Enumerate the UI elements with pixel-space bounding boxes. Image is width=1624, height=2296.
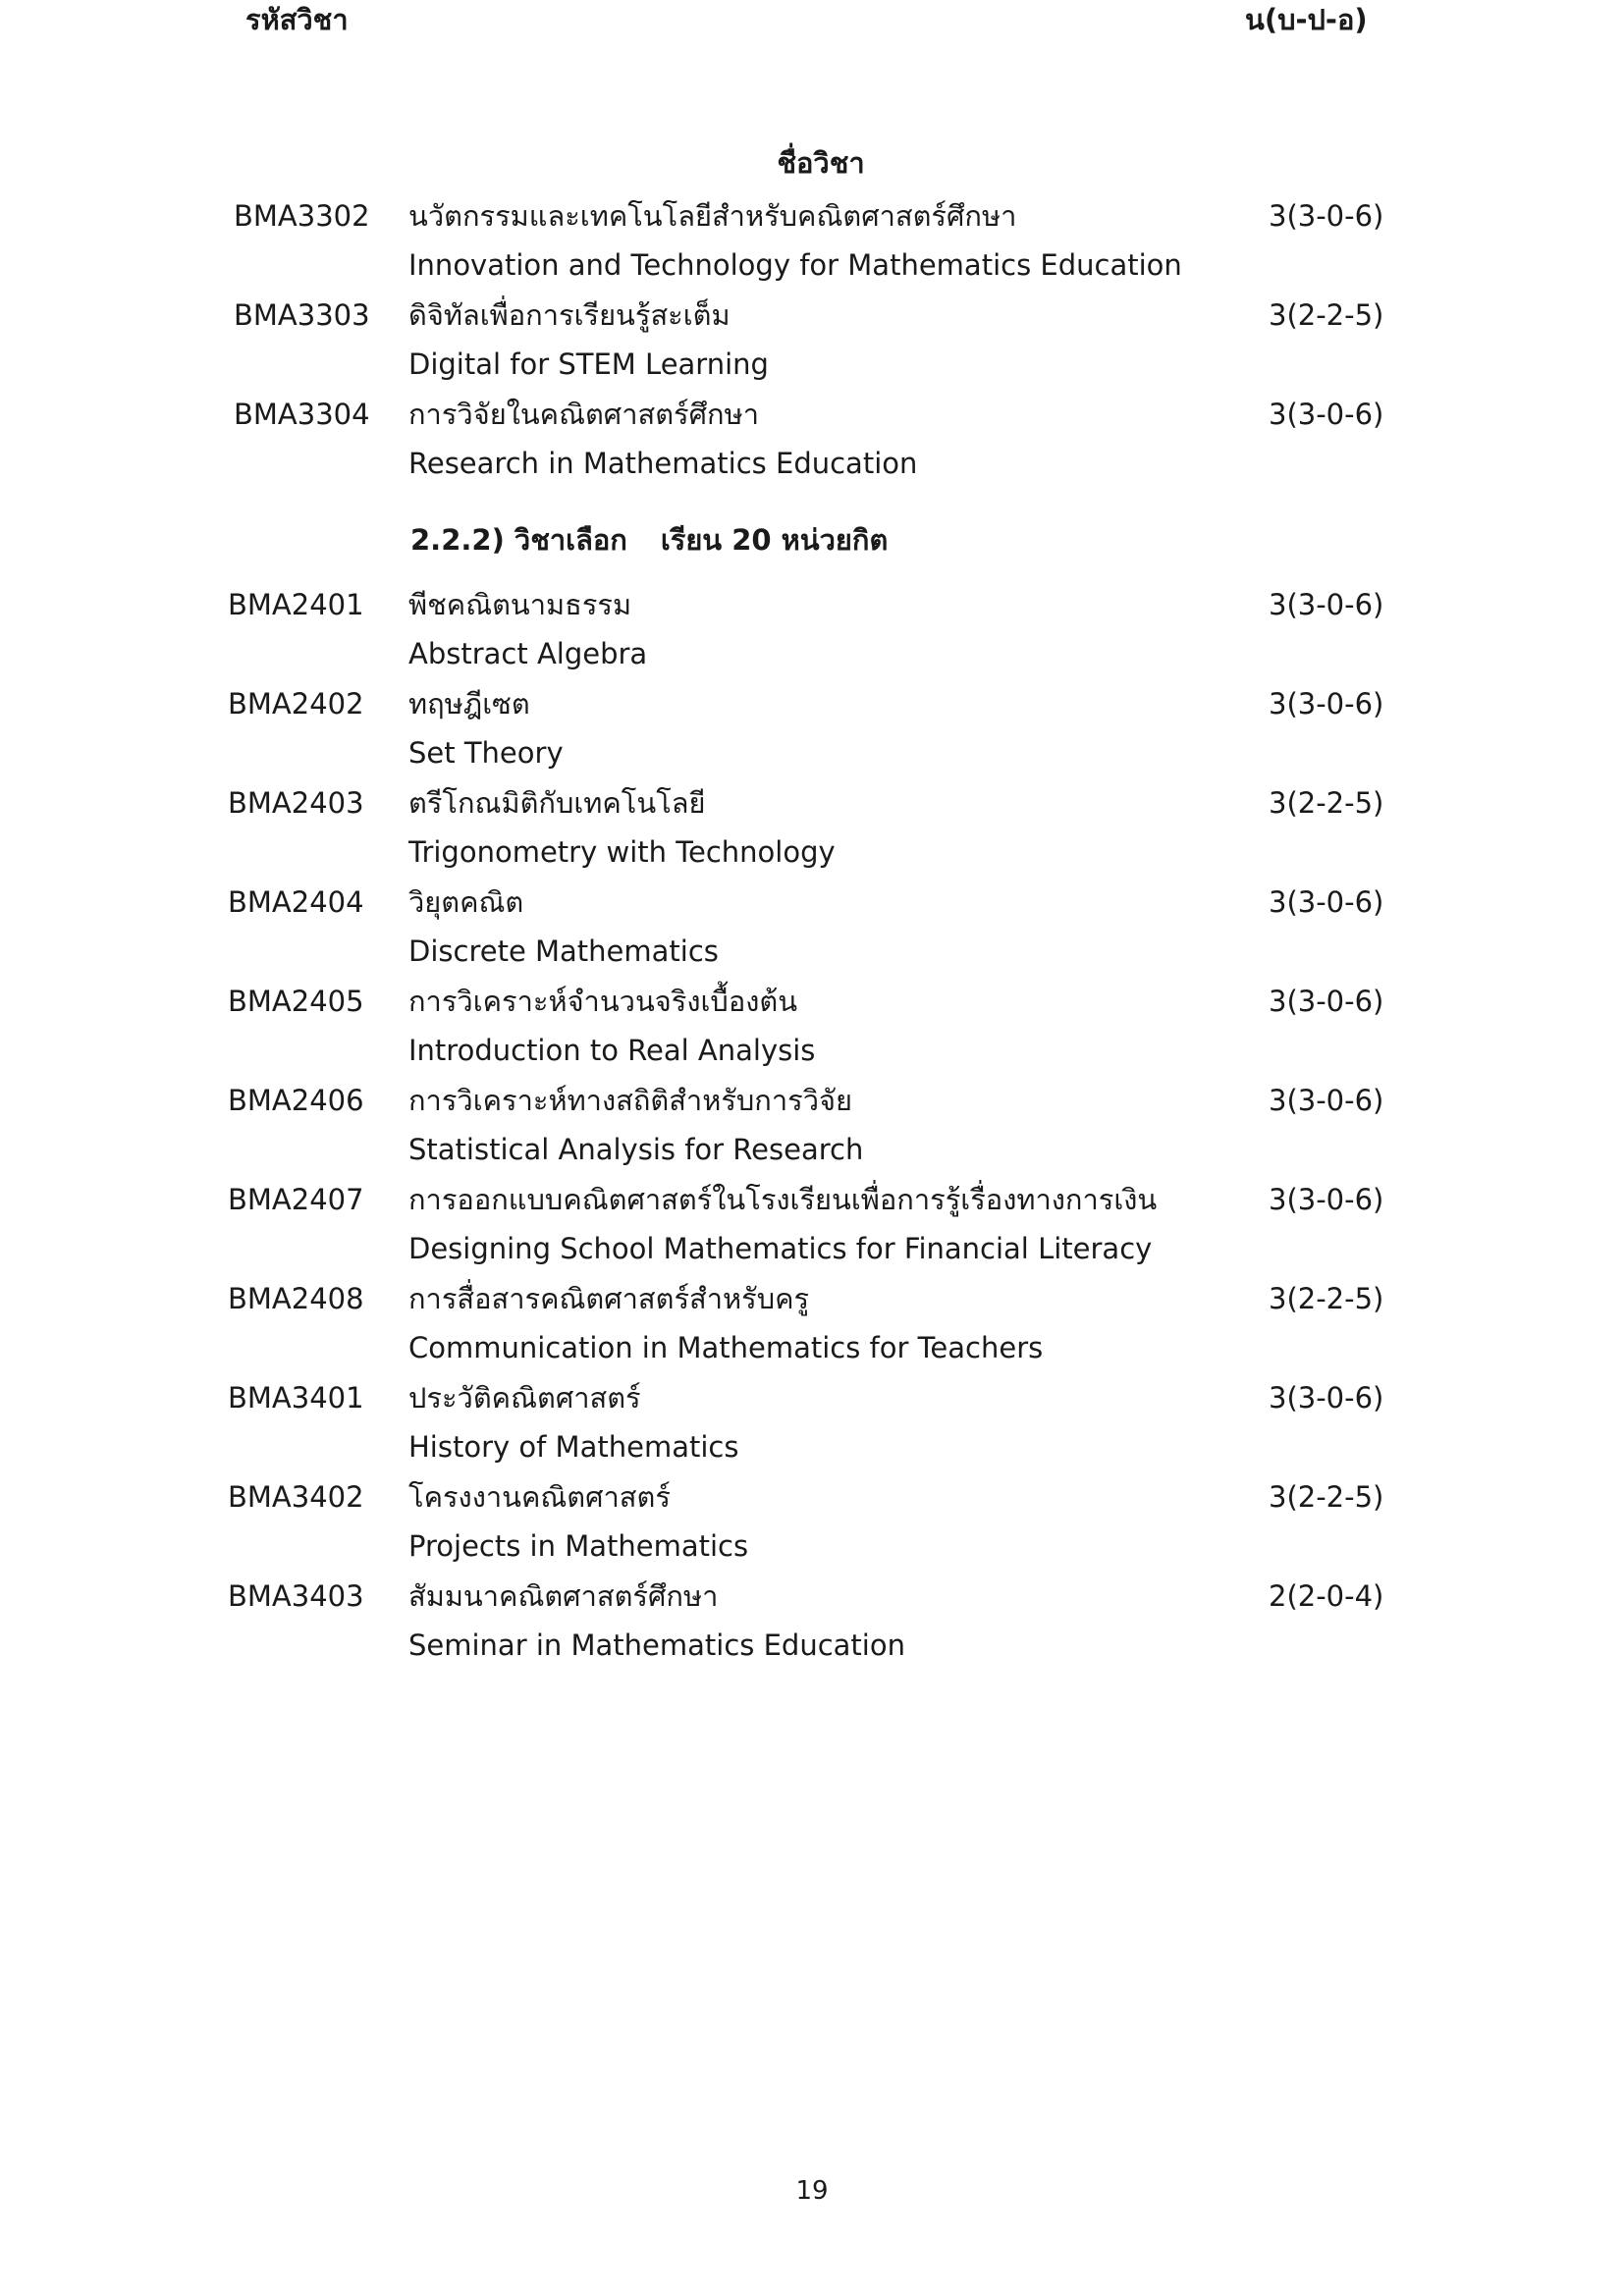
course-row — [0, 882, 1624, 981]
course-code: BMA3401 — [228, 1381, 364, 1415]
course-credits: 3(2-2-5) — [1269, 298, 1384, 332]
course-name-thai: พีชคณิตนามธรรม — [408, 588, 632, 621]
course-code: BMA2402 — [228, 687, 364, 721]
course-row — [0, 1180, 1624, 1278]
elective-section-heading — [410, 520, 888, 560]
course-row — [0, 1576, 1624, 1675]
course-name-english: Innovation and Technology for Mathematics Education — [408, 248, 1182, 282]
course-name-thai: ดิจิทัลเพื่อการเรียนรู้สะเต็ม — [408, 298, 731, 332]
course-row — [0, 295, 1624, 394]
course-name-english: Designing School Mathematics for Financial Literacy — [408, 1232, 1153, 1265]
course-row — [0, 1081, 1624, 1179]
course-credits: 3(3-0-6) — [1269, 687, 1384, 721]
course-credits: 3(3-0-6) — [1269, 1381, 1384, 1415]
course-code: BMA3302 — [234, 199, 370, 233]
course-row — [0, 783, 1624, 881]
header-credits: น(บ-ป-อ) — [1245, 3, 1368, 36]
course-credits: 3(3-0-6) — [1269, 199, 1384, 233]
course-name-thai: โครงงานคณิตศาสตร์ — [408, 1480, 671, 1514]
course-name-english: Abstract Algebra — [408, 637, 648, 670]
course-name-thai: การวิจัยในคณิตศาสตร์ศึกษา — [408, 398, 759, 431]
course-code: BMA2401 — [228, 588, 364, 621]
course-code: BMA2408 — [228, 1282, 364, 1315]
course-name-english: Digital for STEM Learning — [408, 347, 769, 381]
header-course-code: รหัสวิชา — [245, 3, 349, 36]
course-name-english: Discrete Mathematics — [408, 934, 719, 968]
course-credits: 3(2-2-5) — [1269, 1282, 1384, 1315]
course-name-english: Seminar in Mathematics Education — [408, 1629, 905, 1662]
course-credits: 3(2-2-5) — [1269, 1480, 1384, 1514]
course-credits: 2(2-0-4) — [1269, 1579, 1384, 1613]
course-name-english: Statistical Analysis for Research — [408, 1133, 864, 1166]
course-name-english: Set Theory — [408, 736, 564, 770]
elective-section-requirement: เรียน 20 หน่วยกิต — [660, 523, 889, 557]
course-name-thai: วิยุตคณิต — [408, 885, 524, 919]
elective-section-title: 2.2.2) วิชาเลือก — [410, 523, 627, 557]
course-name-thai: ประวัติคณิตศาสตร์ — [408, 1381, 641, 1415]
course-name-thai: ตรีโกณมิติกับเทคโนโลยี — [408, 786, 706, 820]
course-name-english: Introduction to Real Analysis — [408, 1034, 816, 1067]
course-credits: 3(3-0-6) — [1269, 588, 1384, 621]
course-name-thai: นวัตกรรมและเทคโนโลยีสำหรับคณิตศาสตร์ศึกษา — [408, 199, 1017, 233]
course-name-english: Communication in Mathematics for Teachers — [408, 1331, 1044, 1364]
header-course-name: ชื่อวิชา — [777, 146, 865, 180]
course-credits: 3(3-0-6) — [1269, 398, 1384, 431]
course-row — [0, 395, 1624, 493]
course-name-english: Research in Mathematics Education — [408, 447, 918, 480]
course-name-thai: การวิเคราะห์ทางสถิติสำหรับการวิจัย — [408, 1084, 852, 1117]
course-name-english: Projects in Mathematics — [408, 1529, 749, 1563]
course-credits: 3(2-2-5) — [1269, 786, 1384, 820]
course-name-thai: สัมมนาคณิตศาสตร์ศึกษา — [408, 1579, 719, 1613]
course-name-thai: ทฤษฎีเซต — [408, 687, 530, 721]
course-name-thai: การออกแบบคณิตศาสตร์ในโรงเรียนเพื่อการรู้เรื่องทางการเงิน — [408, 1183, 1158, 1216]
course-credits: 3(3-0-6) — [1269, 1084, 1384, 1117]
course-credits: 3(3-0-6) — [1269, 985, 1384, 1018]
course-name-thai: การสื่อสารคณิตศาสตร์สำหรับครู — [408, 1282, 810, 1315]
course-row — [0, 684, 1624, 782]
course-code: BMA3403 — [228, 1579, 364, 1613]
course-credits: 3(3-0-6) — [1269, 1183, 1384, 1216]
course-code: BMA2405 — [228, 985, 364, 1018]
course-row — [0, 1279, 1624, 1377]
course-code: BMA2407 — [228, 1183, 364, 1216]
course-name-english: History of Mathematics — [408, 1430, 739, 1464]
course-name-english: Trigonometry with Technology — [408, 835, 836, 869]
course-credits: 3(3-0-6) — [1269, 885, 1384, 919]
course-code: BMA3303 — [234, 298, 370, 332]
course-row — [0, 585, 1624, 683]
course-code: BMA2404 — [228, 885, 364, 919]
course-name-thai: การวิเคราะห์จำนวนจริงเบื้องต้น — [408, 985, 798, 1018]
course-row — [0, 1378, 1624, 1476]
course-code: BMA3304 — [234, 398, 370, 431]
course-row — [0, 1477, 1624, 1575]
page-number: 19 — [795, 2176, 829, 2206]
course-code: BMA2406 — [228, 1084, 364, 1117]
course-code: BMA3402 — [228, 1480, 364, 1514]
course-row — [0, 982, 1624, 1080]
course-code: BMA2403 — [228, 786, 364, 820]
course-row — [0, 196, 1624, 294]
